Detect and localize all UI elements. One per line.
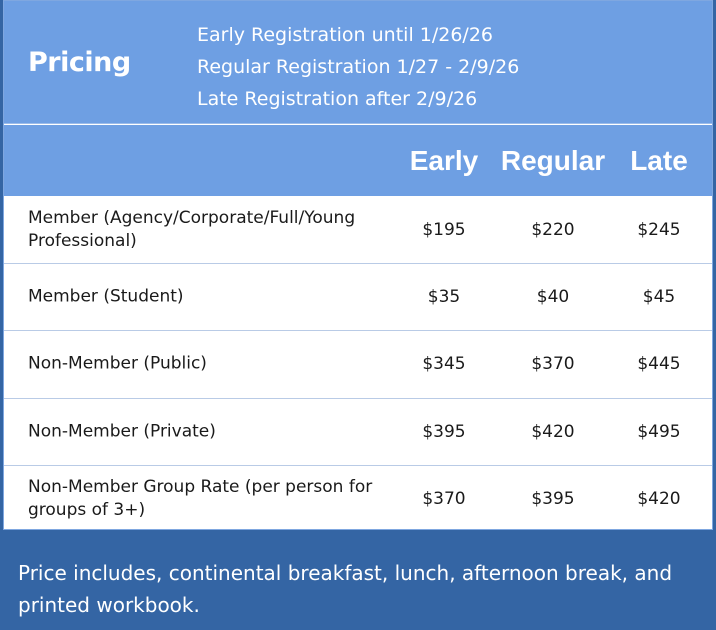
price-regular: $420 <box>531 421 575 442</box>
price-early: $35 <box>427 287 461 308</box>
price-late: $495 <box>637 421 681 442</box>
registration-dates <box>197 19 519 115</box>
price-late: $245 <box>637 219 681 240</box>
early-registration-date: Early Registration until 1/26/26 <box>197 24 494 46</box>
price-late: $420 <box>637 488 681 509</box>
row-label: Member (Agency/Corporate/Full/Young Professional) <box>28 207 356 251</box>
pricing-rows <box>4 196 712 532</box>
table-row <box>4 398 712 465</box>
price-early: $370 <box>422 488 466 509</box>
price-early: $395 <box>422 421 466 442</box>
price-early: $345 <box>422 354 466 375</box>
row-label: Non-Member Group Rate (per person for groups of 3+) <box>28 476 373 520</box>
row-label: Non-Member (Private) <box>28 421 216 442</box>
regular-registration-date: Regular Registration 1/27 - 2/9/26 <box>197 56 520 78</box>
price-regular: $370 <box>531 354 575 375</box>
price-regular: $40 <box>536 287 570 308</box>
price-late: $445 <box>637 354 681 375</box>
price-early: $195 <box>422 219 466 240</box>
price-regular: $395 <box>531 488 575 509</box>
price-late: $45 <box>642 287 676 308</box>
pricing-title: Pricing <box>28 47 131 78</box>
price-includes-note: Price includes, continental breakfast, lunch, afternoon break, and printed workbook. <box>18 561 673 617</box>
table-row <box>4 465 712 532</box>
row-label: Non-Member (Public) <box>28 353 207 374</box>
column-header-row <box>4 125 712 196</box>
price-regular: $220 <box>531 219 575 240</box>
late-registration-date: Late Registration after 2/9/26 <box>197 88 478 110</box>
pricing-header <box>4 1 712 124</box>
column-header-early: Early <box>409 145 479 176</box>
column-header-regular: Regular <box>500 145 606 176</box>
pricing-table-card <box>3 0 713 530</box>
row-label: Member (Student) <box>28 286 184 307</box>
table-row <box>4 196 712 263</box>
table-row <box>4 263 712 330</box>
column-header-late: Late <box>630 145 688 176</box>
table-row <box>4 330 712 397</box>
